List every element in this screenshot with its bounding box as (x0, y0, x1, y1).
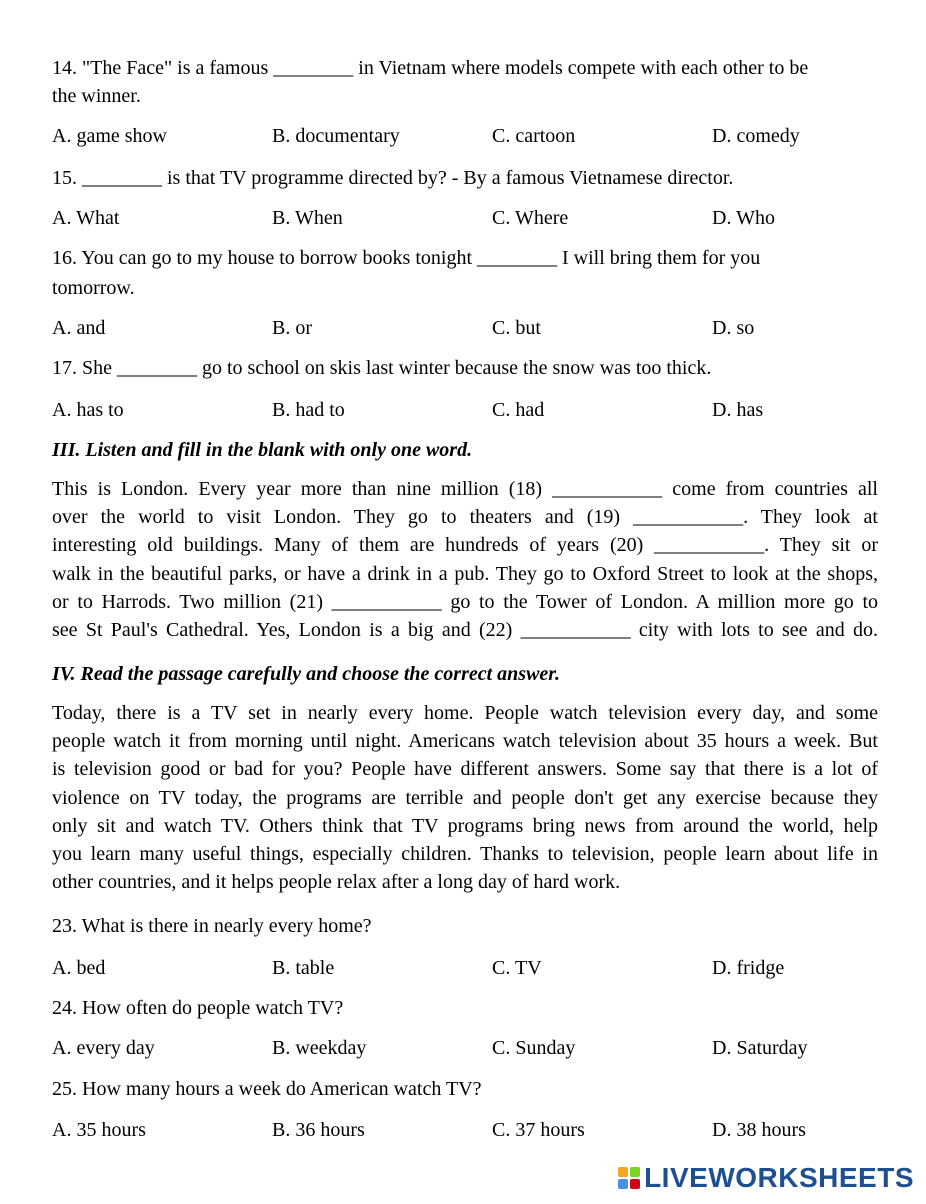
listening-passage (52, 475, 878, 644)
listening-line-1: This is London. Every year more than nine million (18) ___________ come from countries all (52, 478, 878, 500)
q16-option-c[interactable]: C. but (492, 317, 541, 339)
question-25-text: 25. How many hours a week do American watch TV? (52, 1078, 482, 1100)
q16-option-d[interactable]: D. so (712, 317, 755, 339)
q25-option-b[interactable]: B. 36 hours (272, 1119, 365, 1141)
reading-line-3: is television good or bad for you? People have different answers. Some say that there is a lot of (52, 758, 878, 781)
q14-option-c[interactable]: C. cartoon (492, 125, 576, 147)
question-14-text-cont: the winner. (52, 85, 141, 107)
section-4-heading: IV. Read the passage carefully and choose the correct answer. (52, 663, 560, 685)
q15-option-d[interactable]: D. Who (712, 207, 775, 229)
section-3-heading: III. Listen and fill in the blank with only one word. (52, 439, 473, 461)
logo-square-4 (630, 1179, 640, 1189)
reading-passage (52, 699, 878, 896)
logo-square-1 (618, 1167, 628, 1177)
q17-option-b[interactable]: B. had to (272, 399, 345, 421)
liveworksheets-logo-text: LIVEWORKSHEETS (644, 1162, 914, 1193)
logo-square-2 (630, 1167, 640, 1177)
q23-option-c[interactable]: C. TV (492, 957, 542, 979)
listening-line-2: over the world to visit London. They go to theaters and (19) ___________. They look at (52, 506, 878, 529)
q14-option-d[interactable]: D. comedy (712, 125, 800, 147)
question-16-text-cont: tomorrow. (52, 277, 135, 299)
q25-option-c[interactable]: C. 37 hours (492, 1119, 585, 1141)
question-16-text: 16. You can go to my house to borrow books tonight ________ I will bring them for you (52, 247, 761, 269)
question-23-text: 23. What is there in nearly every home? (52, 915, 372, 937)
q15-option-a[interactable]: A. What (52, 207, 120, 229)
q17-option-d[interactable]: D. has (712, 399, 764, 421)
logo-square-3 (618, 1179, 628, 1189)
q24-option-a[interactable]: A. every day (52, 1037, 155, 1059)
q14-option-b[interactable]: B. documentary (272, 125, 400, 147)
reading-line-6: you learn many useful things, especially children. Thanks to television, people learn about life in (52, 842, 878, 865)
reading-line-4: violence on TV today, the programs are terrible and people don't get any exercise because they (52, 786, 878, 809)
q16-option-b[interactable]: B. or (272, 317, 312, 339)
q17-option-a[interactable]: A. has to (52, 399, 124, 421)
liveworksheets-logo[interactable] (618, 1162, 914, 1194)
q23-option-b[interactable]: B. table (272, 957, 335, 979)
listening-line-5: or to Harrods. Two million (21) ___________ go to the Tower of London. A million more go to (52, 590, 878, 613)
question-15-text: 15. ________ is that TV programme directed by? - By a famous Vietnamese director. (52, 167, 734, 189)
question-14-text: 14. "The Face" is a famous ________ in Vietnam where models compete with each other to be (52, 57, 809, 79)
q23-option-d[interactable]: D. fridge (712, 957, 785, 979)
q15-option-b[interactable]: B. When (272, 207, 343, 229)
q24-option-b[interactable]: B. weekday (272, 1037, 367, 1059)
reading-line-1: Today, there is a TV set in nearly every home. People watch television every day, and some (52, 702, 878, 724)
question-17-text: 17. She ________ go to school on skis last winter because the snow was too thick. (52, 357, 712, 379)
liveworksheets-logo-icon (618, 1167, 640, 1189)
q15-option-c[interactable]: C. Where (492, 207, 569, 229)
q25-option-a[interactable]: A. 35 hours (52, 1119, 146, 1141)
q17-option-c[interactable]: C. had (492, 399, 545, 421)
q14-option-a[interactable]: A. game show (52, 125, 167, 147)
reading-line-2: people watch it from morning until night. Americans watch television about 35 hours a week. But (52, 730, 878, 753)
listening-line-6: see St Paul's Cathedral. Yes, London is a big and (22) ___________ city with lots to see and do. (52, 618, 878, 641)
reading-line-5: only sit and watch TV. Others think that TV programs bring news from around the world, help (52, 814, 878, 837)
listening-line-4: walk in the beautiful parks, or have a drink in a pub. They go to Oxford Street to look at the shops, (52, 562, 878, 585)
q24-option-c[interactable]: C. Sunday (492, 1037, 576, 1059)
q16-option-a[interactable]: A. and (52, 317, 106, 339)
q23-option-a[interactable]: A. bed (52, 957, 106, 979)
q24-option-d[interactable]: D. Saturday (712, 1037, 808, 1059)
listening-line-3: interesting old buildings. Many of them are hundreds of years (20) ___________. They sit or (52, 534, 878, 557)
question-24-text: 24. How often do people watch TV? (52, 997, 344, 1019)
q25-option-d[interactable]: D. 38 hours (712, 1119, 806, 1141)
reading-line-7: other countries, and it helps people relax after a long day of hard work. (52, 871, 621, 894)
